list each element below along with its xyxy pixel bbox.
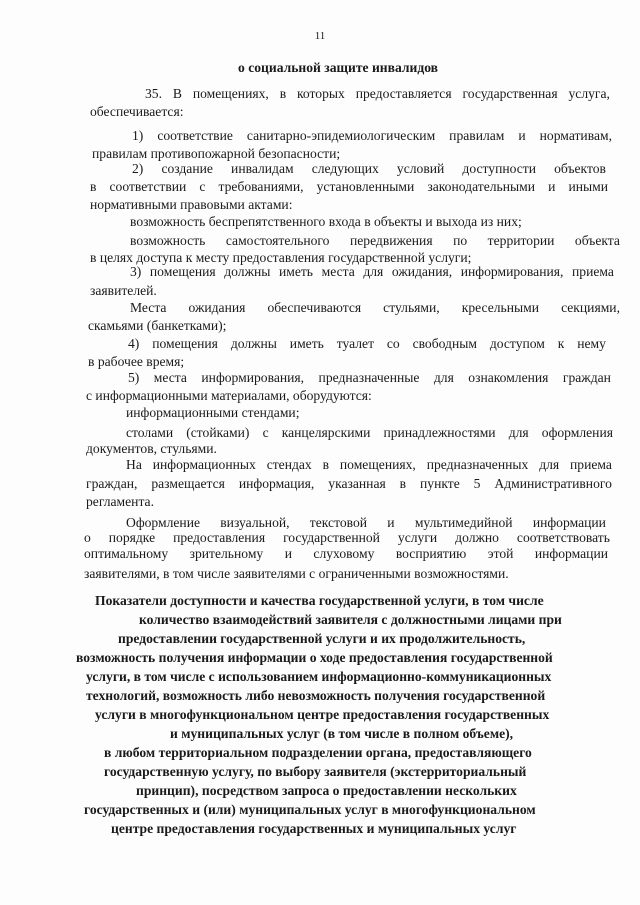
- body-line: 35. В помещениях, в которых предоставляется государственная услуга,: [145, 86, 610, 101]
- body-line: в соответствии с требованиями, установленными законодательными и иными: [90, 179, 608, 194]
- section-heading-line: Показатели доступности и качества государственной услуги, в том числе: [95, 593, 544, 608]
- body-line: 1) соответствие санитарно-эпидемиологическим правилам и нормативам,: [132, 128, 612, 143]
- section-heading-line: принцип), посредством запроса о предоставлении нескольких: [136, 783, 517, 798]
- section-heading-line: технологий, возможность либо невозможность получения государственной: [86, 688, 546, 703]
- body-line: столами (стойками) с канцелярскими принадлежностями для оформления: [126, 425, 613, 440]
- body-line: информационными стендами;: [126, 405, 300, 420]
- body-line: правилам противопожарной безопасности;: [92, 146, 341, 161]
- body-line: в рабочее время;: [88, 354, 185, 369]
- section-heading-line: государственных и (или) муниципальных услуг в многофункциональном: [84, 802, 536, 817]
- body-line: обеспечивается:: [90, 104, 184, 119]
- body-line: 4) помещения должны иметь туалет со свободным доступом к нему: [128, 336, 606, 351]
- section-heading-line: услуги, в том числе с использованием информационно-коммуникационных: [86, 669, 552, 684]
- body-line: граждан, размещается информация, указанная в пункте 5 Административного: [86, 476, 612, 491]
- body-line: заявителями, в том числе заявителями с ограниченными возможностями.: [84, 566, 509, 581]
- page-number: 11: [314, 30, 326, 42]
- body-line: нормативными правовыми актами:: [90, 197, 293, 212]
- body-line: На информационных стендах в помещениях, предназначенных для приема: [126, 457, 612, 472]
- section-heading-line: центре предоставления государственных и муниципальных услуг: [111, 821, 517, 836]
- section-heading-line: предоставлении государственной услуги и их продолжительность,: [118, 631, 526, 646]
- body-line: в целях доступа к месту предоставления государственной услуги;: [90, 250, 472, 265]
- body-line: 5) места информирования, предназначенные для ознакомления граждан: [128, 370, 611, 385]
- section-heading-line: и муниципальных услуг (в том числе в полном объеме),: [170, 726, 514, 741]
- body-line: 3) помещения должны иметь места для ожидания, информирования, приема: [130, 264, 614, 279]
- body-line: Оформление визуальной, текстовой и мультимедийной информации: [126, 515, 606, 530]
- body-line: с информационными материалами, оборудуются:: [86, 388, 372, 403]
- body-line: скамьями (банкетками);: [88, 318, 227, 333]
- body-line: Места ожидания обеспечиваются стульями, кресельными секциями,: [130, 300, 620, 315]
- section-heading-line: количество взаимодействий заявителя с должностными лицами при: [139, 612, 562, 627]
- body-line: о порядке предоставления государственной услуги должно соответствовать: [84, 530, 610, 545]
- section-heading-line: услуги в многофункциональном центре предоставления государственных: [95, 707, 550, 722]
- body-line: возможность самостоятельного передвижения по территории объекта: [130, 233, 620, 248]
- section-heading-line: в любом территориальном подразделении органа, предоставляющего: [104, 745, 532, 760]
- body-line: возможность беспрепятственного входа в объекты и выхода из них;: [130, 214, 522, 229]
- section-title: о социальной защите инвалидов: [238, 60, 439, 75]
- body-line: заявителей.: [90, 283, 157, 298]
- section-heading-line: государственную услугу, по выбору заявителя (экстерриториальный: [104, 764, 527, 779]
- body-line: документов, стульями.: [86, 441, 217, 456]
- body-line: 2) создание инвалидам следующих условий доступности объектов: [132, 161, 606, 176]
- body-line: оптимальному зрительному и слуховому восприятию этой информации: [84, 546, 608, 561]
- section-heading-line: возможность получения информации о ходе предоставления государственной: [76, 650, 553, 665]
- body-line: регламента.: [86, 494, 154, 509]
